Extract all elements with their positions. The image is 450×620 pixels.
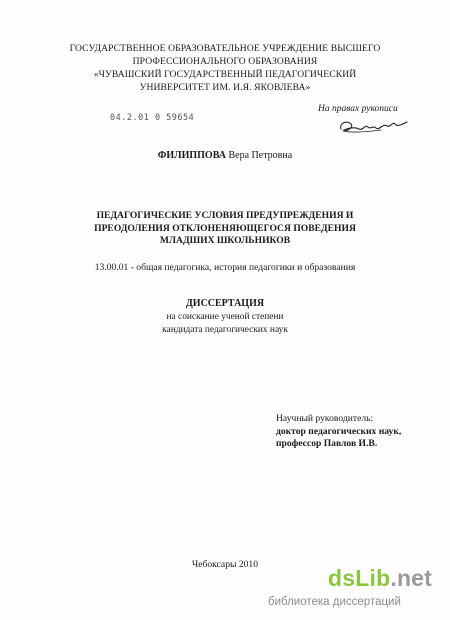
- author-name: [0, 150, 450, 161]
- title-line: ПРЕОДОЛЕНИЯ ОТКЛОНЕНЯЮЩЕГОСЯ ПОВЕДЕНИЯ: [94, 222, 356, 234]
- degree-info: [0, 311, 450, 336]
- city-year: Чебоксары 2010: [191, 559, 259, 570]
- specialty-code: 13.00.01 - общая педагогика, история педагогики и образования: [94, 262, 356, 273]
- supervisor-degree: доктор педагогических наук,: [276, 425, 402, 437]
- institution-line: «ЧУВАШСКИЙ ГОСУДАРСТВЕННЫЙ ПЕДАГОГИЧЕСКИЙ: [93, 69, 357, 80]
- watermark-dot: .: [390, 565, 397, 591]
- dissertation-title: [40, 210, 410, 248]
- watermark-caption: библиотека диссертаций: [268, 596, 401, 608]
- institution-line: ГОСУДАРСТВЕННОЕ ОБРАЗОВАТЕЛЬНОЕ УЧРЕЖДЕНИЕ ВЫСШЕГО: [69, 43, 381, 54]
- manuscript-note: На правах рукописи: [318, 104, 398, 114]
- document-type: ДИССЕРТАЦИЯ: [185, 298, 265, 309]
- title-line: ПЕДАГОГИЧЕСКИЕ УСЛОВИЯ ПРЕДУПРЕЖДЕНИЯ И: [96, 210, 354, 221]
- institution-header: [40, 42, 410, 94]
- watermark-brand: dsLib: [328, 565, 391, 591]
- institution-line: УНИВЕРСИТЕТ ИМ. И.Я. ЯКОВЛЕВА»: [139, 82, 311, 93]
- archive-stamp-number: 04.2.01 0 59654: [110, 113, 195, 123]
- supervisor-block: [276, 413, 401, 451]
- author-surname: ФИЛИППОВА: [157, 150, 226, 161]
- supervisor-label: Научный руководитель:: [276, 413, 374, 424]
- author-given-name: Вера Петровна: [228, 150, 293, 161]
- signature-image: [335, 115, 413, 137]
- supervisor-name: профессор Павлов И.В.: [276, 438, 378, 449]
- degree-line: кандидата педагогических наук: [162, 324, 288, 335]
- watermark-logo: [328, 565, 432, 592]
- watermark-tld: net: [396, 565, 433, 591]
- title-line: МЛАДШИХ ШКОЛЬНИКОВ: [159, 235, 291, 246]
- institution-line: ПРОФЕССИОНАЛЬНОГО ОБРАЗОВАНИЯ: [132, 56, 318, 67]
- dslib-watermark: [258, 565, 448, 617]
- degree-line: на соискание ученой степени: [166, 312, 284, 322]
